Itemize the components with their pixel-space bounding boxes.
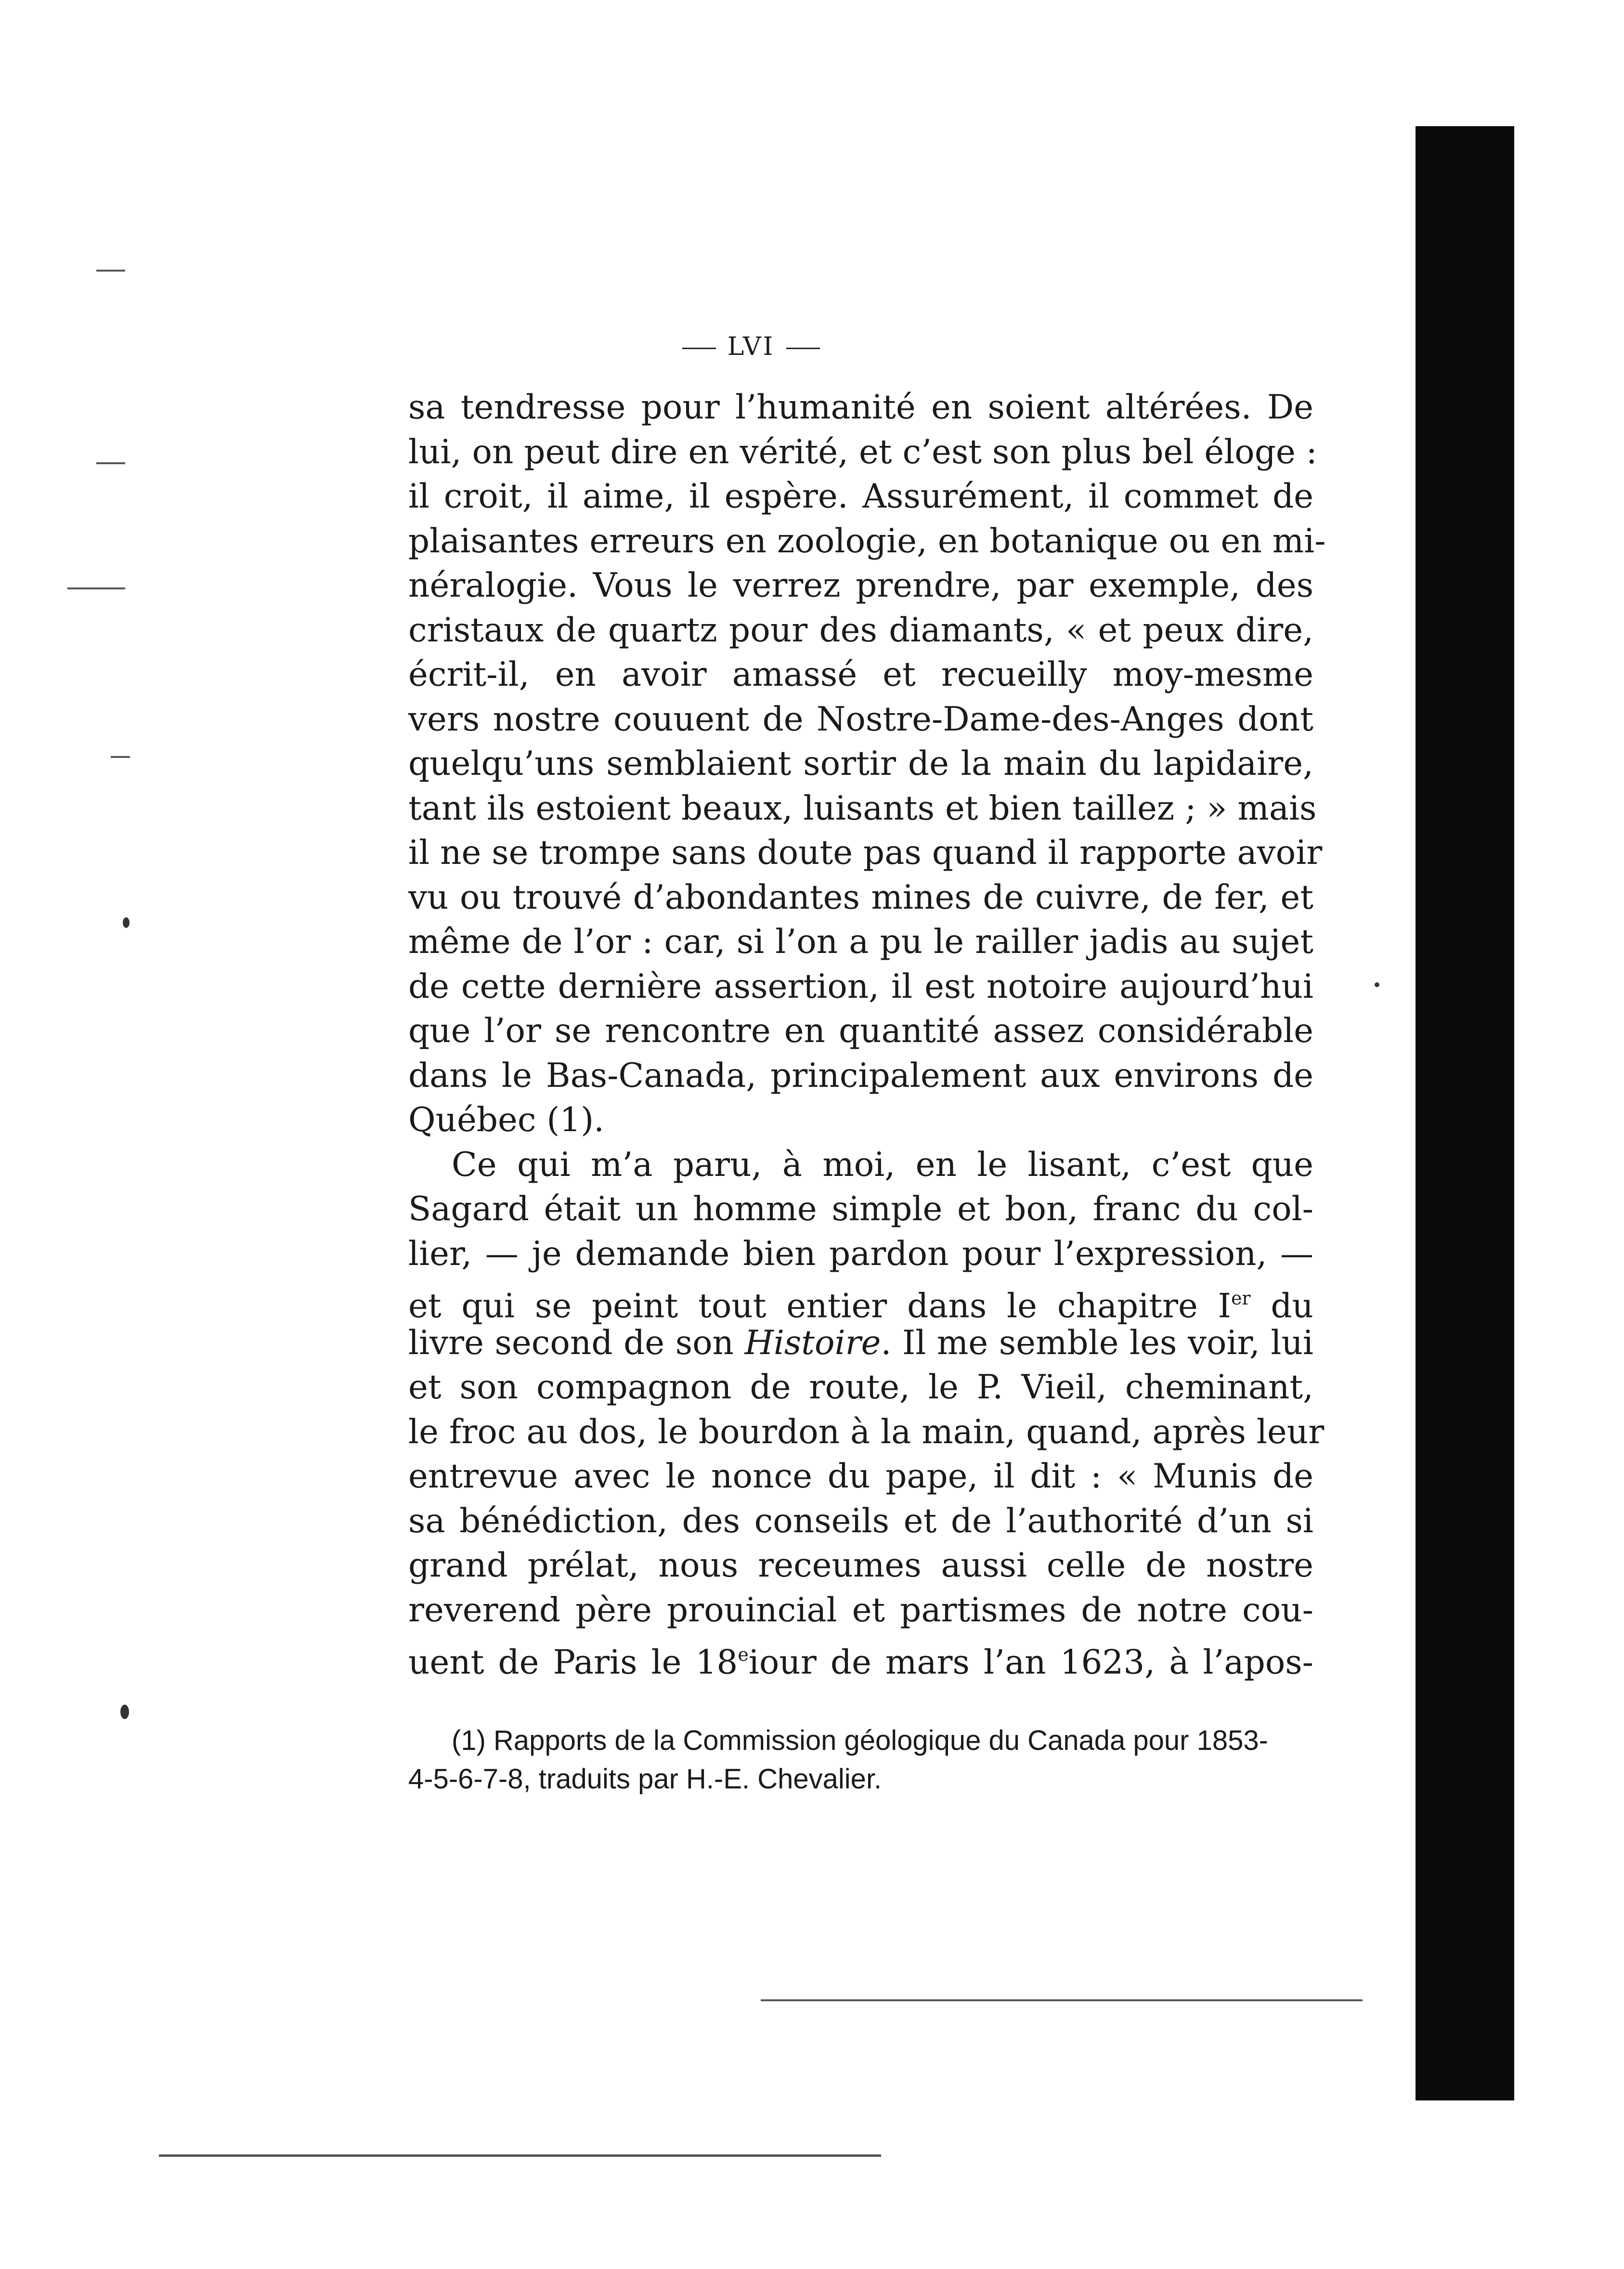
text-line: il ne se trompe sans doute pas quand il rapporte avoir xyxy=(408,834,1323,872)
scan-left-mark-4 xyxy=(111,756,130,758)
text-line: de cette dernière assertion, il est notoire aujourd’hui xyxy=(408,967,1313,1006)
text-fragment: livre second de son xyxy=(408,1323,745,1362)
text-line: lier, — je demande bien pardon pour l’expression, — xyxy=(408,1234,1313,1273)
text-line: quelqu’uns semblaient sortir de la main du lapidaire, xyxy=(408,744,1313,783)
scan-edge-shadow xyxy=(1416,126,1514,2100)
text-line: écrit-il, en avoir amassé et recueilly moy-mesme xyxy=(408,655,1313,694)
text-line: grand prélat, nous receumes aussi celle de nostre xyxy=(408,1546,1313,1585)
scan-bottom-rule-2 xyxy=(761,1999,1363,2001)
text-line: dans le Bas-Canada, principalement aux environs de xyxy=(408,1056,1313,1095)
page-number: LVI xyxy=(727,332,775,361)
text-line: cristaux de quartz pour des diamants, « et peux dire, xyxy=(408,611,1313,650)
text-fragment: uent de Paris le 18 xyxy=(408,1643,738,1682)
text-line: Sagard était un homme simple et bon, franc du col- xyxy=(408,1190,1313,1228)
text-line: tant ils estoient beaux, luisants et bien taillez ; » mais xyxy=(408,789,1317,828)
footnote-line: 4-5-6-7-8, traduits par H.-E. Chevalier. xyxy=(408,1763,882,1795)
text-line: même de l’or : car, si l’on a pu le railler jadis au sujet xyxy=(408,923,1313,961)
text-line: que l’or se rencontre en quantité assez considérable xyxy=(408,1012,1313,1050)
scan-speck-1 xyxy=(1375,982,1379,987)
footnotes xyxy=(408,1721,1313,1799)
text-line: le froc au dos, le bourdon à la main, quand, après leur xyxy=(408,1412,1325,1451)
scan-bottom-rule xyxy=(159,2154,881,2157)
scan-left-mark-2 xyxy=(96,462,125,464)
text-line: et son compagnon de route, le P. Vieil, cheminant, xyxy=(408,1368,1313,1407)
text-line: sa tendresse pour l’humanité en soient altérées. De xyxy=(408,388,1313,427)
text-fragment: iour de mars l’an 1623, à l’apos- xyxy=(748,1643,1313,1682)
text-line: sa bénédiction, des conseils et de l’authorité d’un si xyxy=(408,1501,1313,1540)
text-line: entrevue avec le nonce du pape, il dit : « Munis de xyxy=(408,1457,1313,1496)
superscript-e: e xyxy=(738,1644,749,1665)
text-line-with-superscript xyxy=(408,1632,1313,1682)
scan-left-mark-1 xyxy=(96,270,125,272)
scan-speck-3 xyxy=(120,1705,129,1719)
footnote-line: (1) Rapports de la Commission géologique du Canada pour 1853- xyxy=(452,1725,1268,1756)
text-line: néralogie. Vous le verrez prendre, par exemple, des xyxy=(408,566,1313,605)
page-header xyxy=(366,332,1136,361)
text-line: Ce qui m’a paru, à moi, en le lisant, c’est que xyxy=(452,1145,1313,1184)
text-fragment: du xyxy=(1250,1287,1313,1326)
scan-speck-2 xyxy=(123,917,130,928)
text-line: vers nostre couuent de Nostre-Dame-des-Anges dont xyxy=(408,700,1313,739)
header-dash-right xyxy=(786,348,820,349)
text-fragment: . Il me semble les voir, lui xyxy=(881,1323,1313,1362)
text-line-with-superscript xyxy=(408,1276,1313,1326)
header-dash-left xyxy=(682,348,716,349)
italic-title: Histoire xyxy=(744,1323,881,1362)
text-line: vu ou trouvé d’abondantes mines de cuivre, de fer, et xyxy=(408,878,1313,917)
text-line: plaisantes erreurs en zoologie, en botanique ou en mi- xyxy=(408,522,1326,561)
text-line: lui, on peut dire en vérité, et c’est son plus bel éloge : xyxy=(408,432,1317,471)
text-line: il croit, il aime, il espère. Assurément, il commet de xyxy=(408,477,1313,516)
text-line-with-italic xyxy=(408,1321,1313,1366)
text-line: Québec (1). xyxy=(408,1101,605,1139)
text-fragment: et qui se peint tout entier dans le chapitre I xyxy=(408,1287,1231,1326)
superscript-er: er xyxy=(1231,1288,1251,1309)
body-text xyxy=(408,385,1326,1682)
text-line: reverend père prouincial et partismes de notre cou- xyxy=(408,1591,1313,1630)
scan-left-mark-3 xyxy=(67,587,125,589)
